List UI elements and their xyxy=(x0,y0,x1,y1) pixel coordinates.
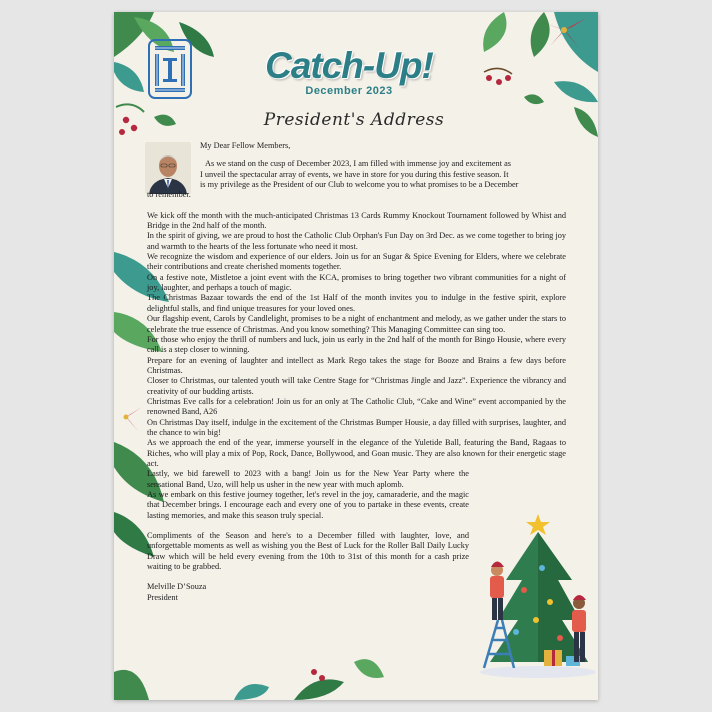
section-heading: President's Address xyxy=(263,110,445,130)
letter-paragraph: We kick off the month with the much-anticipated Christmas 13 Cards Rummy Knockout Tournament followed by Whist and Bridge in the 2nd half of the month. xyxy=(147,210,566,231)
letter-paragraph: Prepare for an evening of laughter and intellect as Mark Rego takes the stage for Booze and Brains a few days before Christmas. xyxy=(147,355,566,375)
letter-salutation: My Dear Fellow Members, xyxy=(200,141,291,150)
letter-closing: Compliments of the Season and here's to a December filled with laughter, love, and unforgettable moments as well as wishing you the Best of Luck for the Roller Ball Daily Lucky Draw which will be held every evening from the 10th to 31st of this month for a cash prize waiting to be grabbed. xyxy=(147,531,469,572)
intro-line: As we stand on the cusp of December 2023, I am filled with immense joy and excitement as xyxy=(205,159,511,169)
letter-paragraph: Closer to Christmas, our talented youth will take Centre Stage for “Christmas Jingle and Jazz”. Experience the vibrancy and creativity of our budding artists. xyxy=(147,376,566,396)
newsletter-page xyxy=(114,12,598,700)
letter-paragraph: Our flagship event, Carols by Candlelight, promises to be a night of enchantment and melody, as we gather under the stars to celebrate the true essence of Christmas. And you know something? This Managing Committee can sing too. xyxy=(147,314,566,334)
christmas-tree-illustration xyxy=(476,510,598,680)
holly-bottom-decoration xyxy=(114,632,414,700)
poinsettia-top-right-decoration xyxy=(444,12,598,142)
intro-line: to remember. xyxy=(147,190,191,200)
newsletter-issue-date: December 2023 xyxy=(305,85,393,97)
letter-paragraph: Lastly, we bid farewell to 2023 with a bang! Join us for the New Year Party where the sensational Band, Uzo, will help us usher in the new year with much aplomb. xyxy=(147,469,469,489)
letter-paragraph: We recognize the wisdom and experience of our elders. Join us for an Sugar & Spice Evening for Elders, where we celebrate their contributions and create cherished moments together. xyxy=(147,252,566,272)
club-monogram-logo xyxy=(145,38,195,100)
signature-name: Melville D’Souza xyxy=(147,582,207,592)
letter-paragraph: As we approach the end of the year, immerse yourself in the elegance of the Yuletide Ball, featuring the Band, Ragaas to Riches, who will play a mix of Pop, Rock, Dance, Bollywood, and Goan music. They are also known for their energetic stage act. xyxy=(147,438,566,468)
letter-paragraph: On Christmas Day itself, indulge in the excitement of the Christmas Bumper Housie, a day filled with surprises, laughter, and the chance to win big! xyxy=(147,417,566,437)
letter-paragraph: As we embark on this festive journey together, let's revel in the joy, camaraderie, and the magic that December brings. I encourage each and every one of you to partake in these events, create lasting memories, and make this season truly special. xyxy=(147,490,469,520)
letter-paragraph: On a festive note, Mistletoe a joint event with the KCA, promises to bring together two vibrant communities for a night of joy, laughter, and perhaps a touch of magic. xyxy=(147,272,566,293)
letter-paragraph: For those who enjoy the thrill of numbers and luck, join us early in the 2nd half of the month for Bingo Housie, where every call is a step closer to winning. xyxy=(147,334,566,355)
intro-line: I unveil the spectacular array of events, we have in store for you during this festive season. It xyxy=(200,169,509,179)
letter-paragraph: Christmas Eve calls for a celebration! Join us for an only at The Catholic Club, “Cake and Wine” event accompanied by the renowned Band, A26 xyxy=(147,396,566,417)
signature-title: President xyxy=(147,592,178,602)
letter-paragraph: In the spirit of giving, we are proud to host the Catholic Club Orphan's Fun Day on 3rd Dec. as we come together to bring joy and warmth to the hearts of the less fortunate who need it most. xyxy=(147,231,566,251)
intro-line: is my privilege as the President of our Club to welcome you to what promises to be a December xyxy=(200,180,519,190)
letter-paragraph: The Christmas Bazaar towards the end of the 1st Half of the month invites you to indulge in the festive spirit, explore delightful stalls, and find unique treasures for your loved ones. xyxy=(147,293,566,313)
newsletter-title: Catch-Up! xyxy=(265,45,433,86)
